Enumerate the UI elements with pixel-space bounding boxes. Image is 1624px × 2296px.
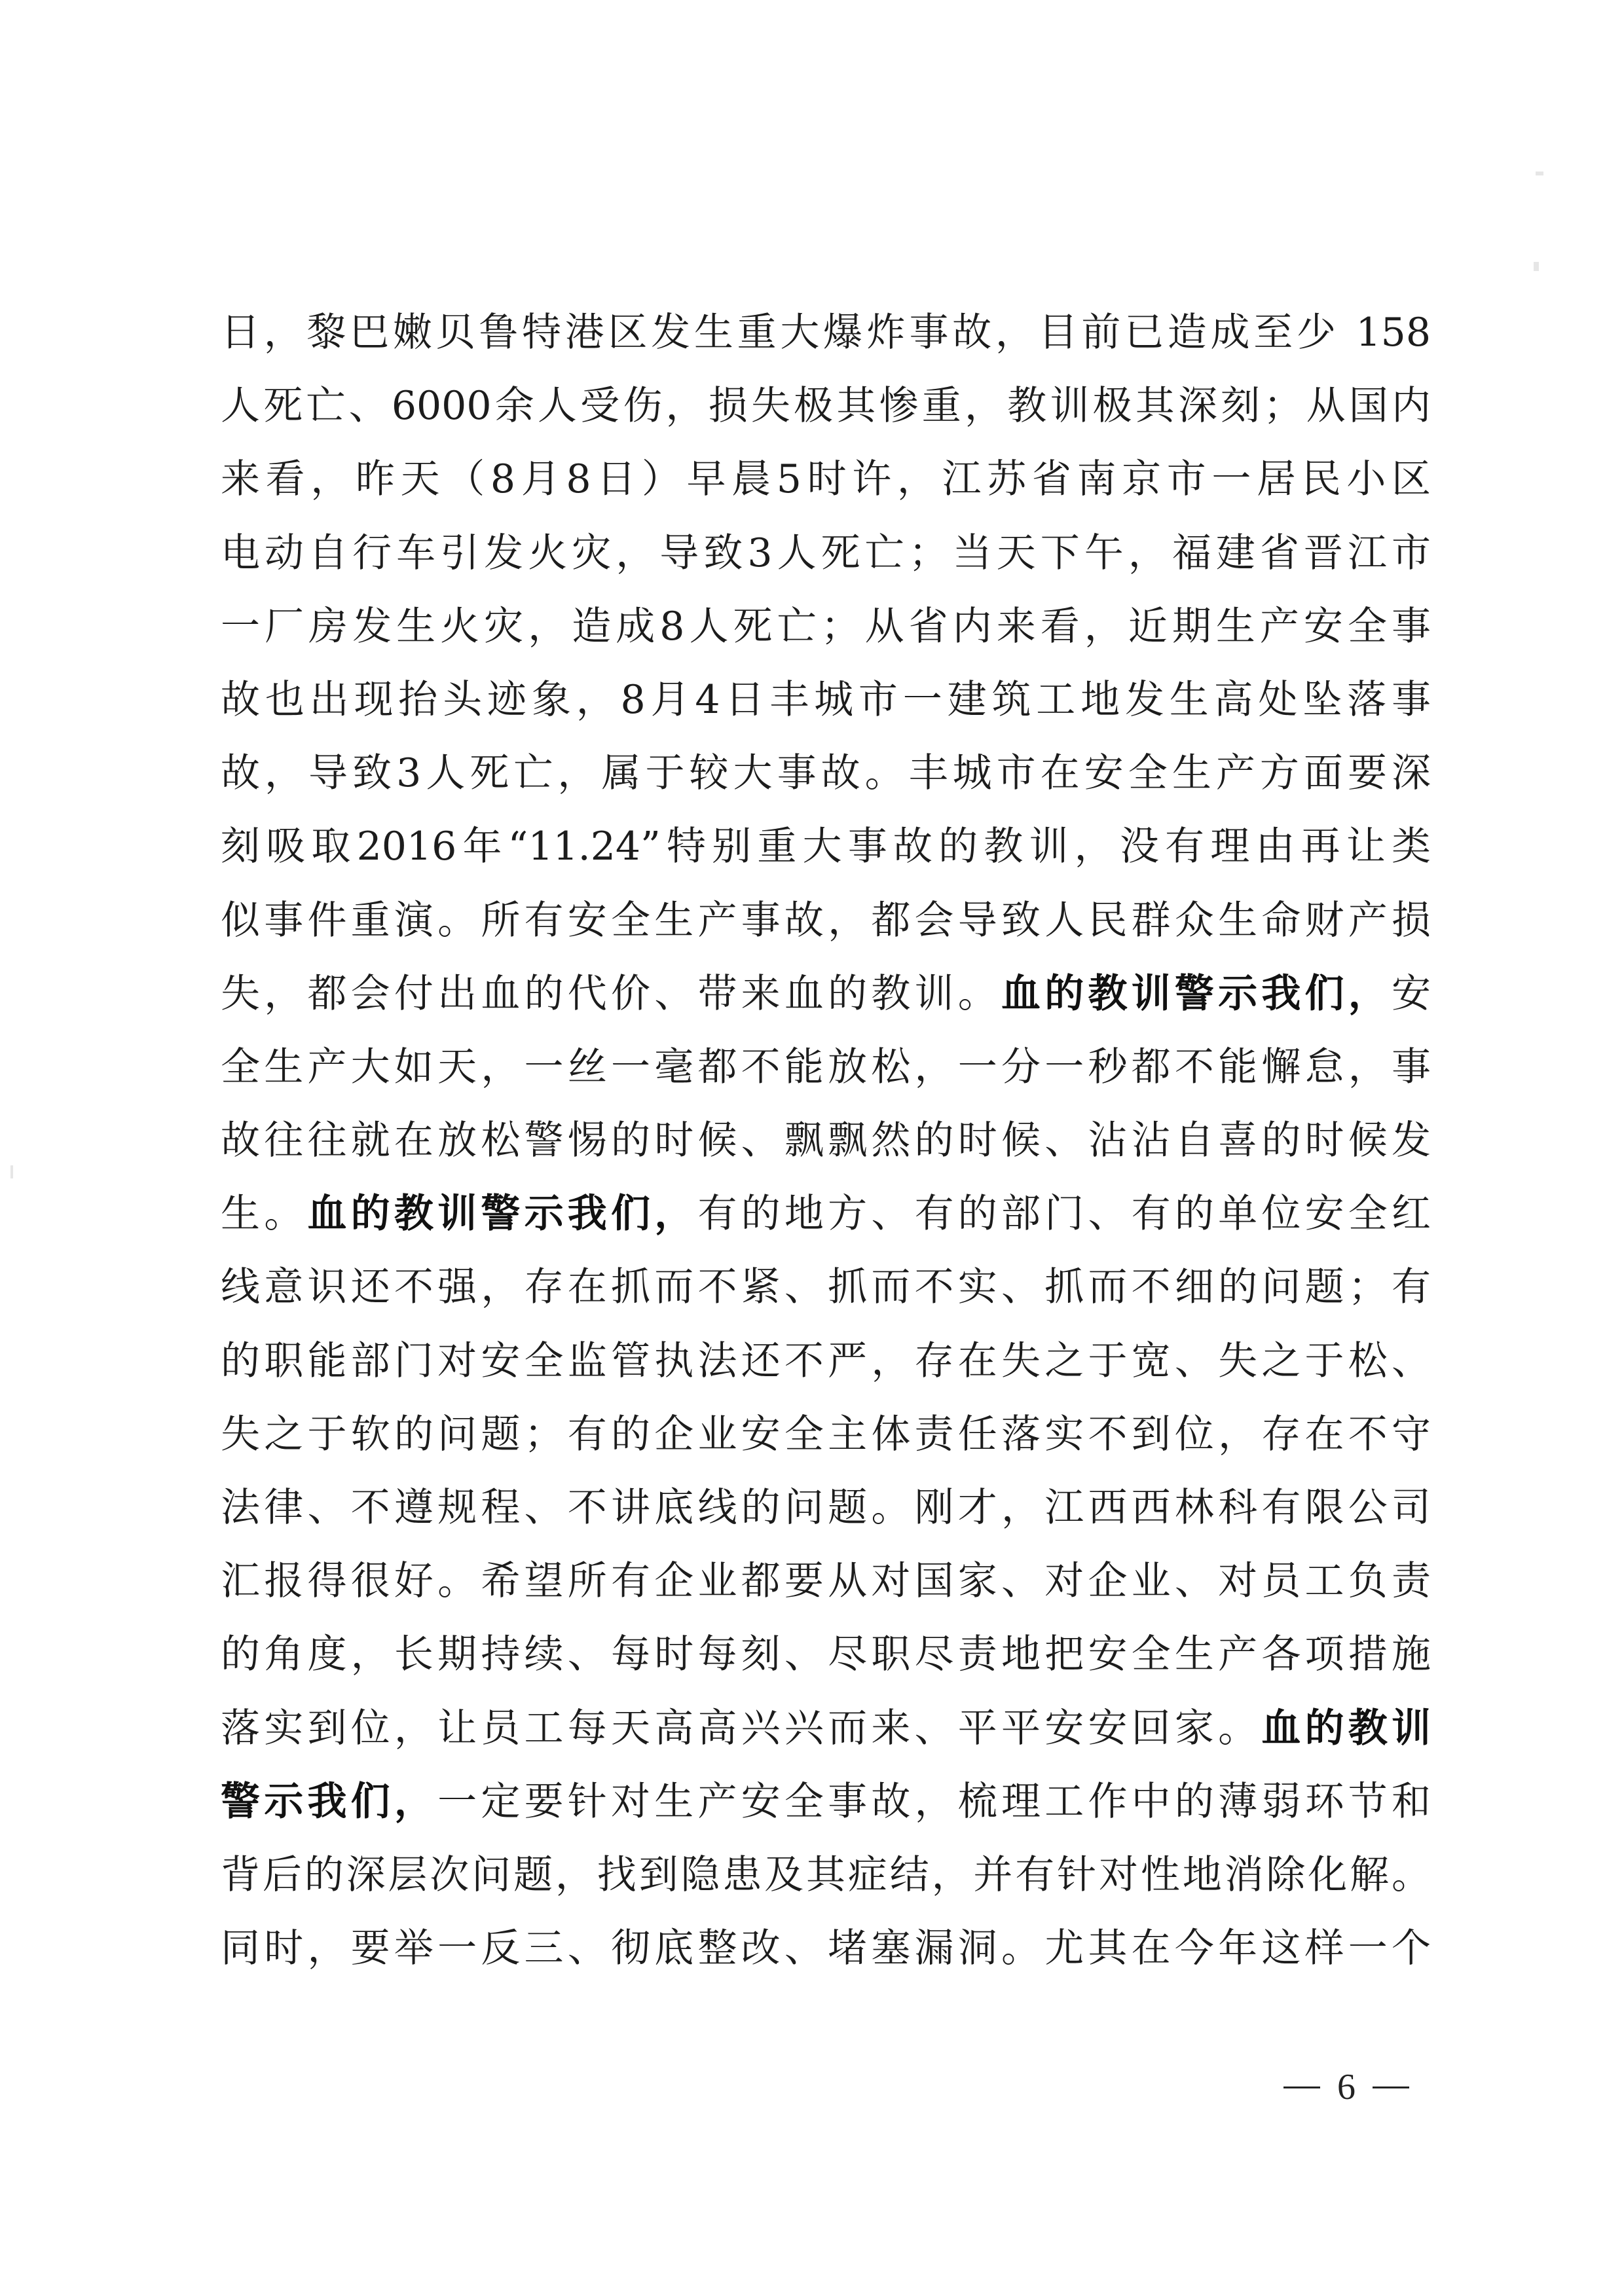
body-text-segment: 生。 <box>221 1191 308 1237</box>
body-text-segment: 汇报得很好。希望所有企业都要从对国家、对企业、对员工负责 <box>221 1558 1431 1605</box>
text-line <box>221 452 1431 525</box>
page-number: 6 <box>1337 2067 1356 2107</box>
text-line <box>221 1848 1431 1921</box>
text-line <box>221 1701 1431 1774</box>
emphasis-text: 血的教训警示我们， <box>1001 970 1392 1017</box>
body-text-segment: 故也出现抬头迹象，8月4日丰城市一建筑工地发生高处坠落事 <box>221 676 1431 723</box>
emphasis-text: 血的教训 <box>1261 1705 1431 1751</box>
scan-artifact <box>10 1165 13 1178</box>
document-body-text <box>221 305 1431 1994</box>
text-line <box>221 1186 1431 1260</box>
body-text-segment: 故往往就在放松警惕的时候、飘飘然的时候、沾沾自喜的时候发 <box>221 1118 1431 1164</box>
scan-artifact <box>1536 172 1543 175</box>
body-text-segment: 来看，昨天（8月8日）早晨5时许，江苏省南京市一居民小区 <box>221 456 1431 503</box>
body-text-segment: 的职能部门对安全监管执法还不严，存在失之于宽、失之于松、 <box>221 1338 1431 1384</box>
text-line <box>221 1774 1431 1848</box>
body-text-segment: 落实到位，让员工每天高高兴兴而来、平平安安回家。 <box>221 1705 1262 1751</box>
text-line <box>221 1480 1431 1554</box>
text-line <box>221 599 1431 672</box>
body-text-segment: 有的地方、有的部门、有的单位安全红 <box>697 1191 1431 1237</box>
body-text-segment: 的角度，长期持续、每时每刻、尽职尽责地把安全生产各项措施 <box>221 1631 1431 1678</box>
body-text-segment: 电动自行车引发火灾，导致3人死亡；当天下午，福建省晋江市 <box>221 530 1431 576</box>
body-text-segment: 同时，要举一反三、彻底整改、堵塞漏洞。尤其在今年这样一个 <box>221 1925 1431 1972</box>
scan-artifact <box>1534 262 1539 271</box>
text-line <box>221 378 1431 452</box>
body-text-segment: 法律、不遵规程、不讲底线的问题。刚才，江西西林科有限公司 <box>221 1485 1431 1531</box>
text-line <box>221 672 1431 746</box>
text-line <box>221 819 1431 892</box>
body-text-segment: 故，导致3人死亡，属于较大事故。丰城市在安全生产方面要深 <box>221 750 1431 797</box>
text-line <box>221 1113 1431 1186</box>
text-line <box>221 893 1431 966</box>
body-text-segment: 安 <box>1392 970 1431 1017</box>
text-line <box>221 1260 1431 1333</box>
dash-left <box>1283 2086 1320 2088</box>
body-text-segment: 日，黎巴嫩贝鲁特港区发生重大爆炸事故，目前已造成至少 158 <box>221 310 1431 355</box>
body-text-segment: 似事件重演。所有安全生产事故，都会导致人民群众生命财产损 <box>221 897 1431 943</box>
body-text-segment: 全生产大如天，一丝一毫都不能放松，一分一秒都不能懈怠，事 <box>221 1044 1431 1090</box>
emphasis-text: 警示我们， <box>221 1778 438 1825</box>
text-line <box>221 1554 1431 1627</box>
body-text-segment: 人死亡、6000余人受伤，损失极其惨重，教训极其深刻；从国内 <box>221 383 1431 429</box>
body-text-segment: 失之于软的问题；有的企业安全主体责任落实不到位，存在不守 <box>221 1411 1431 1457</box>
text-line <box>221 1407 1431 1480</box>
text-line <box>221 305 1431 378</box>
page-number-footer <box>1283 2061 1480 2113</box>
body-text-segment: 一定要针对生产安全事故，梳理工作中的薄弱环节和 <box>437 1778 1431 1825</box>
text-line <box>221 1921 1431 1994</box>
body-text-segment: 线意识还不强，存在抓而不紧、抓而不实、抓而不细的问题；有 <box>221 1264 1431 1311</box>
text-line <box>221 1040 1431 1113</box>
text-line <box>221 746 1431 819</box>
text-line <box>221 1627 1431 1700</box>
text-line <box>221 966 1431 1040</box>
text-line <box>221 526 1431 599</box>
body-text-segment: 失，都会付出血的代价、带来血的教训。 <box>221 970 1001 1017</box>
dash-right <box>1373 2086 1409 2088</box>
body-text-segment: 刻吸取2016年“11.24”特别重大事故的教训，没有理由再让类 <box>221 824 1431 870</box>
body-text-segment: 背后的深层次问题，找到隐患及其症结，并有针对性地消除化解。 <box>221 1851 1431 1898</box>
emphasis-text: 血的教训警示我们， <box>307 1191 698 1237</box>
text-line <box>221 1334 1431 1407</box>
body-text-segment: 一厂房发生火灾，造成8人死亡；从省内来看，近期生产安全事 <box>221 603 1431 649</box>
